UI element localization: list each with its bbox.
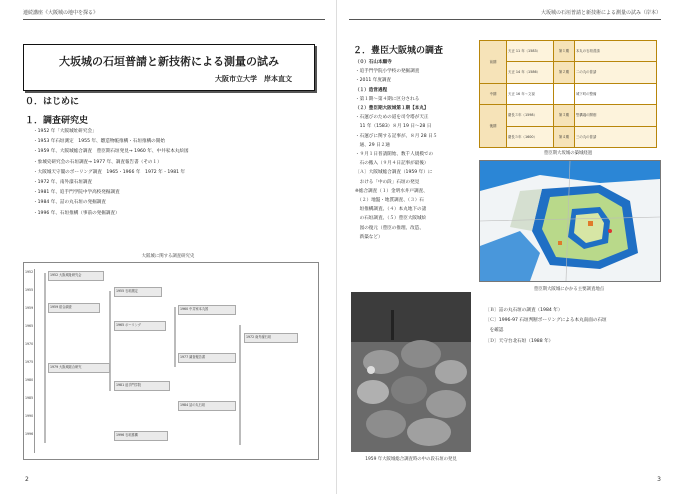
table-cell: 城下町の整備	[575, 83, 657, 104]
photo-caption: 1959 年大阪城総合調査時の中の段石垣の発見	[365, 457, 457, 462]
timeline-entry-box	[48, 271, 104, 281]
note-item: 新築など）	[355, 234, 383, 240]
table-cell: 三の丸の普請	[575, 126, 657, 147]
table-cell: 後期	[480, 105, 507, 148]
section-heading-intro: ０．はじめに	[25, 97, 80, 107]
timeline-bar	[44, 273, 46, 443]
left-page-number: 2	[25, 476, 29, 483]
timeline-bar	[174, 307, 176, 367]
table-cell: 前期	[480, 41, 507, 84]
note-item: 11 年（1583）８月 19 日～28 日	[355, 124, 432, 130]
timeline-year: 1985	[25, 396, 34, 400]
note-item: ※総合調査（１）金明水井戸調査、	[355, 188, 428, 194]
timeline-entry: 1979 大阪城総合研究	[50, 365, 82, 369]
history-list	[33, 127, 189, 219]
section-heading-history: １．調査研究史	[25, 116, 89, 126]
timeline-bar	[109, 291, 111, 391]
author-line: 大阪市立大学 岸本直文	[215, 74, 292, 83]
history-item: ・1972 年、南外濠石垣調査	[33, 180, 93, 186]
timeline-entry: 1996 石垣推構	[116, 433, 138, 437]
history-item: ・1996 年、石垣推構（事前の発掘調査）	[33, 210, 120, 216]
table-cell: 本丸の石垣普請	[575, 41, 657, 62]
table-row	[480, 126, 657, 147]
timeline-entry: 1981 追手門学院	[116, 383, 142, 387]
timeline-entry: 1960 中井家本丸図	[180, 307, 209, 311]
note-item: ・2011 年度調査	[355, 78, 392, 84]
timeline-caption: 大阪城に関する調査研究史	[141, 254, 195, 259]
subheading: （２）豊臣期大阪城第１期【本丸】	[355, 106, 429, 112]
survey-item: 〔Ｃ〕1996-97 石垣判断ボーリングによる本丸南面の石垣	[485, 318, 607, 324]
castle-map	[479, 160, 661, 282]
table-cell: 中期	[480, 83, 507, 104]
timeline-entry-box	[48, 303, 100, 313]
section-heading-toyotomi: ２．豊臣大阪城の調査	[353, 46, 444, 56]
subheading: （１）造営過程	[355, 87, 388, 93]
timeline-entry-box	[178, 305, 236, 315]
map-caption: 豊臣期大阪城にかかる主要調査地点	[533, 287, 605, 292]
timeline-entry: 1952 大阪城址研究会	[50, 273, 82, 277]
title-box	[23, 44, 315, 91]
table-row	[480, 41, 657, 62]
timeline-year: 1975	[25, 360, 34, 364]
table-row	[480, 105, 657, 126]
note-item: 〔Ａ〕大阪城総合調査（1959 年）に	[355, 170, 433, 176]
left-page	[0, 0, 336, 494]
note-item: ・９月１日普請開始、数千人規模での	[355, 152, 434, 158]
note-item: の石垣調査、（５）豊臣大阪城絵	[355, 216, 427, 222]
table-cell: 第２期	[554, 62, 575, 83]
note-item: ・石運びのための道を司令塔が天正	[355, 115, 429, 121]
history-item: ・1953 年石垣測定 1955 年、雛造物帳推構・石垣推構の開始	[33, 139, 165, 145]
excavation-photo	[351, 292, 471, 452]
history-item: ・大阪城天守閣のボーリング調査 1965・1966 年 1972 年・1981 年	[33, 169, 186, 175]
note-item: 通、29 日２通	[355, 142, 390, 148]
right-page-number: 3	[657, 476, 661, 483]
table-cell: 天正 14 年（1586）	[507, 62, 554, 83]
note-item: 図の復元（豊臣の推理、改造、	[355, 225, 424, 231]
timeline-entry: 1959 総合調査	[50, 305, 72, 309]
timeline-entry-box	[48, 363, 110, 373]
timeline-entry: 1977 調査報告書	[180, 355, 206, 359]
timeline-axis	[34, 269, 35, 453]
note-item: 石の搬入（９月４日記事が最後）	[355, 161, 429, 167]
table-cell: 第１期	[554, 41, 575, 62]
construction-table	[479, 40, 657, 148]
history-item: ・1959 年、大阪城総合調査 豊臣期石垣発見→ 1960 年、中井家本丸絵図	[33, 149, 189, 155]
timeline-entry: 1955 石垣測定	[116, 289, 138, 293]
timeline-entry-box	[114, 321, 166, 331]
timeline-entry-box	[114, 431, 168, 441]
table-cell: 慶長５年（1600）	[507, 126, 554, 147]
survey-notes	[355, 58, 437, 242]
left-header-rule	[23, 19, 325, 20]
note-item: （２）地盤・地質調査、（３）石	[355, 198, 424, 204]
history-item: ・1952 年「大阪城址研究会」	[33, 129, 97, 134]
table-caption: 豊臣期大坂城の築城経過	[543, 151, 593, 156]
timeline-year: 1959	[25, 306, 34, 310]
survey-item: 〔Ｄ〕天守台北石垣（1988 年）	[485, 338, 554, 344]
history-item: ・1981 年、追手門学院中学高校発掘調査	[33, 190, 120, 196]
survey-item: を確認	[485, 328, 504, 334]
right-running-header: 大坂城の石垣普請と新技術による測量の試み（岸本）	[540, 10, 661, 16]
right-page	[337, 0, 673, 494]
timeline-entry: 1972 南外濠石垣	[246, 335, 272, 339]
survey-item: 〔Ｂ〕詰の丸石垣の調査（1984 年）	[485, 308, 563, 313]
table-cell: 天正 11 年（1583）	[507, 41, 554, 62]
table-cell: 第３期	[554, 105, 575, 126]
timeline-year: 1980	[25, 378, 34, 382]
table-cell: 天正 16 年〜文禄	[507, 83, 554, 104]
note-item: 垣推構調査、（４）本丸地下の諸	[355, 207, 427, 213]
timeline-entry-box	[114, 287, 162, 297]
timeline-year: 1990	[25, 414, 34, 418]
history-item: ・1984 年、詰の丸石垣の発掘調査	[33, 200, 106, 206]
table-cell	[554, 83, 575, 104]
timeline-entry: 1965 ボーリング	[116, 323, 141, 327]
paper-title: 大坂城の石垣普請と新技術による測量の試み	[59, 55, 279, 68]
timeline-entry-box	[178, 353, 236, 363]
timeline-entry-box	[244, 333, 298, 343]
table-cell: 惣構堀の開削	[575, 105, 657, 126]
table-cell: 第４期	[554, 126, 575, 147]
right-header-rule	[349, 19, 661, 20]
table-row	[480, 83, 657, 104]
timeline-figure	[23, 262, 319, 460]
timeline-bar	[239, 325, 241, 445]
note-item: ・追手門学院小学校の発掘調査	[355, 69, 420, 75]
timeline-entry-box	[114, 381, 170, 391]
note-item: おける「中の段」石垣の発見	[355, 179, 420, 185]
table-row	[480, 62, 657, 83]
timeline-year: 1996	[25, 432, 34, 436]
timeline-year: 1970	[25, 342, 34, 346]
table-cell: 二の丸の普請	[575, 62, 657, 83]
note-item: ・第１期～第４期に区分される	[355, 96, 420, 102]
survey-list	[485, 306, 607, 347]
timeline-year: 1965	[25, 324, 34, 328]
castle-map-graphic	[480, 161, 660, 281]
note-item: ・石運びに関する記事が、８月 28 日５	[355, 133, 438, 139]
history-item: ・象城史研究会の石垣調査→ 1977 年、調査報告書（その１）	[33, 159, 162, 165]
timeline-entry-box	[178, 401, 236, 411]
timeline-year: 1952	[25, 270, 34, 274]
left-running-header: 連続講座《大阪城の地中を探る》	[23, 10, 99, 16]
timeline-entry: 1984 詰の丸石垣	[180, 403, 206, 407]
excavation-photo-graphic	[351, 292, 471, 452]
timeline-year: 1955	[25, 288, 34, 292]
table-cell: 慶長３年（1598）	[507, 105, 554, 126]
subheading: （０）石山本願寺	[355, 60, 392, 65]
